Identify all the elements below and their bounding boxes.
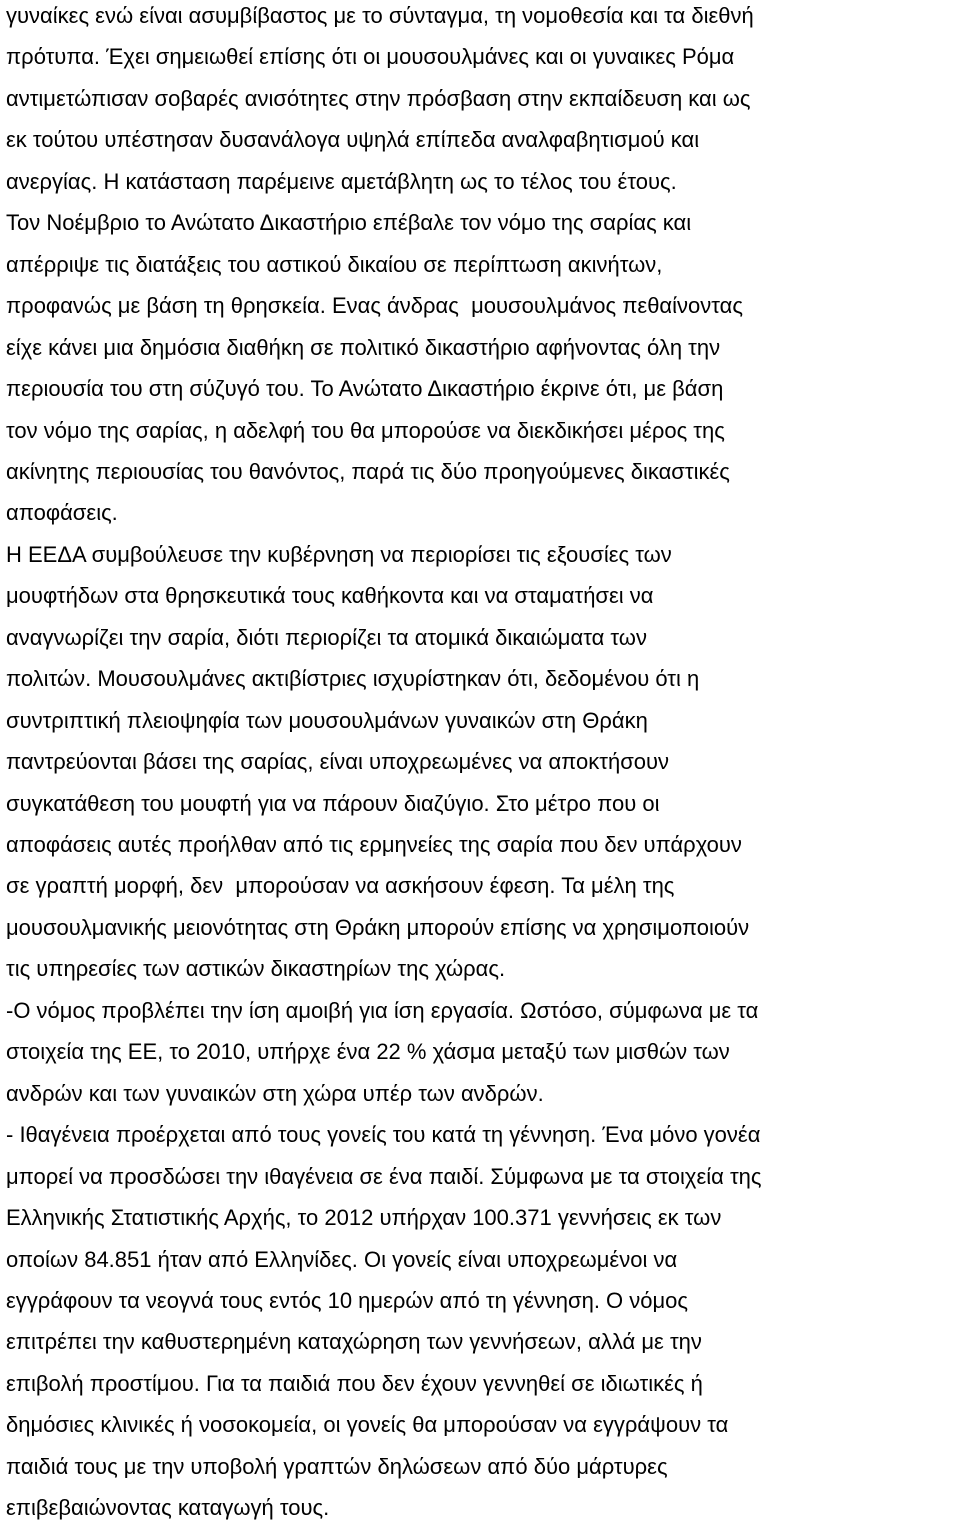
text-line: ακίνητης περιουσίας του θανόντος, παρά τις δύο προηγούμενες δικαστικές	[6, 459, 730, 484]
text-line: συντριπτική πλειοψηφία των μουσουλμάνων γυναικών στη Θράκη	[6, 708, 648, 733]
text-line: παιδιά τους με την υποβολή γραπτών δηλώσεων από δύο μάρτυρες	[6, 1454, 668, 1479]
text-line: επιβολή προστίμου. Για τα παιδιά που δεν έχουν γεννηθεί σε ιδιωτικές ή	[6, 1371, 703, 1396]
text-line: ανεργίας. Η κατάσταση παρέμεινε αμετάβλητη ως το τέλος του έτους.	[6, 169, 677, 194]
text-line: Τον Νοέμβριο το Ανώτατο Δικαστήριο επέβαλε τον νόμο της σαρίας και	[6, 210, 692, 235]
text-line: εκ τούτου υπέστησαν δυσανάλογα υψηλά επίπεδα αναλφαβητισμού και	[6, 127, 700, 152]
text-line: εγγράφουν τα νεογνά τους εντός 10 ημερών από τη γέννηση. Ο νόμος	[6, 1288, 689, 1313]
text-line: - Ιθαγένεια προέρχεται από τους γονείς του κατά τη γέννηση. Ένα μόνο γονέα	[6, 1122, 761, 1147]
text-line: σε γραπτή μορφή, δεν μπορούσαν να ασκήσουν έφεση. Τα μέλη της	[6, 873, 675, 898]
text-line: -Ο νόμος προβλέπει την ίση αμοιβή για ίση εργασία. Ωστόσο, σύμφωνα με τα	[6, 998, 759, 1023]
text-line: γυναίκες ενώ είναι ασυμβίβαστος με το σύνταγμα, τη νομοθεσία και τα διεθνή	[6, 3, 754, 28]
text-line: τις υπηρεσίες των αστικών δικαστηρίων της χώρας.	[6, 956, 506, 981]
text-line: μουσουλμανικής μειονότητας στη Θράκη μπορούν επίσης να χρησιμοποιούν	[6, 915, 750, 940]
text-line: επιβεβαιώνοντας καταγωγή τους.	[6, 1495, 330, 1520]
text-line: παντρεύονται βάσει της σαρίας, είναι υποχρεωμένες να αποκτήσουν	[6, 749, 670, 774]
text-line: αποφάσεις.	[6, 500, 118, 525]
text-line: τον νόμο της σαρίας, η αδελφή του θα μπορούσε να διεκδικήσει μέρος της	[6, 418, 725, 443]
text-line: είχε κάνει μια δημόσια διαθήκη σε πολιτικό δικαστήριο αφήνοντας όλη την	[6, 335, 721, 360]
text-line: αποφάσεις αυτές προήλθαν από τις ερμηνείες της σαρία που δεν υπάρχουν	[6, 832, 742, 857]
text-line: επιτρέπει την καθυστερημένη καταχώρηση των γεννήσεων, αλλά με την	[6, 1329, 702, 1354]
text-line: μπορεί να προσδώσει την ιθαγένεια σε ένα παιδί. Σύμφωνα με τα στοιχεία της	[6, 1164, 762, 1189]
text-line: συγκατάθεση του μουφτή για να πάρουν διαζύγιο. Στο μέτρο που οι	[6, 791, 660, 816]
text-line: πρότυπα. Έχει σημειωθεί επίσης ότι οι μουσουλμάνες και οι γυναικες Ρόμα	[6, 44, 735, 69]
text-line: αναγνωρίζει την σαρία, διότι περιορίζει τα ατομικά δικαιώματα των	[6, 625, 647, 650]
text-line: προφανώς με βάση τη θρησκεία. Ενας άνδρας μουσουλμάνος πεθαίνοντας	[6, 293, 743, 318]
text-line: μουφτήδων στα θρησκευτικά τους καθήκοντα και να σταματήσει να	[6, 583, 654, 608]
text-line: περιουσία του στη σύζυγό του. Το Ανώτατο Δικαστήριο έκρινε ότι, με βάση	[6, 376, 724, 401]
text-line: δημόσιες κλινικές ή νοσοκομεία, οι γονείς θα μπορούσαν να εγγράψουν τα	[6, 1412, 729, 1437]
text-line: οποίων 84.851 ήταν από Ελληνίδες. Οι γονείς είναι υποχρεωμένοι να	[6, 1247, 678, 1272]
text-line: Ελληνικής Στατιστικής Αρχής, το 2012 υπήρχαν 100.371 γεννήσεις εκ των	[6, 1205, 722, 1230]
text-line: αντιμετώπισαν σοβαρές ανισότητες στην πρόσβαση στην εκπαίδευση και ως	[6, 86, 751, 111]
text-line: απέρριψε τις διατάξεις του αστικού δικαίου σε περίπτωση ακινήτων,	[6, 252, 663, 277]
text-line: Η ΕΕΔΑ συμβούλευσε την κυβέρνηση να περιορίσει τις εξουσίες των	[6, 542, 672, 567]
text-line: πολιτών. Μουσουλμάνες ακτιβίστριες ισχυρίστηκαν ότι, δεδομένου ότι η	[6, 666, 700, 691]
text-line: ανδρών και των γυναικών στη χώρα υπέρ των ανδρών.	[6, 1081, 544, 1106]
text-line: στοιχεία της ΕΕ, το 2010, υπήρχε ένα 22 % χάσμα μεταξύ των μισθών των	[6, 1039, 730, 1064]
